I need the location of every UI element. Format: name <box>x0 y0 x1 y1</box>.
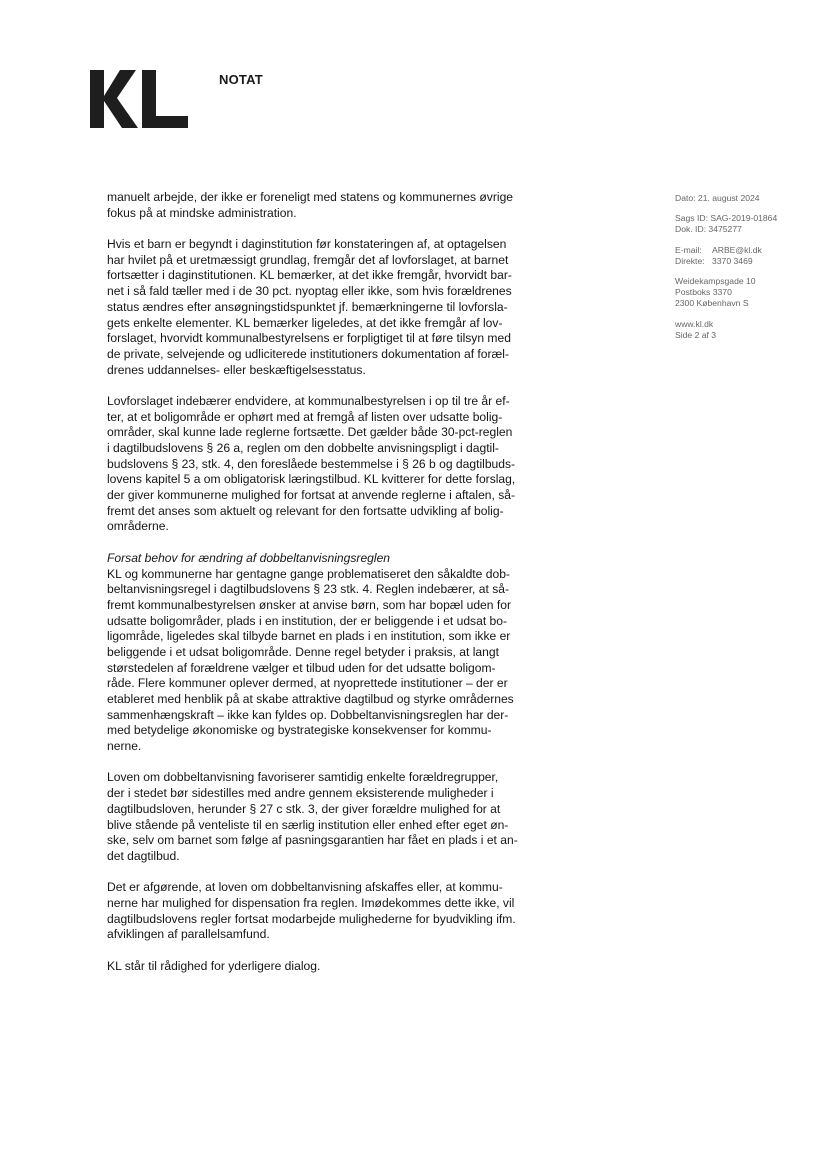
text-line: ter, at et boligområde er ophørt med at fremgå af listen over udsatte bolig- <box>107 409 503 424</box>
text-line: ligområde, ligeledes skal tilbyde barnet en plads i en institution, som ikke er <box>107 629 511 644</box>
text-line: det dagtilbud. <box>107 848 180 863</box>
logo-k-shape <box>90 70 138 128</box>
paragraph-3 <box>107 394 567 535</box>
web-group <box>675 319 815 341</box>
text-line: gets enkelte elementer. KL bemærker ligeledes, at det ikke fremgår af lov- <box>107 315 503 330</box>
address-line-3: 2300 København S <box>675 298 749 309</box>
text-line: Loven om dobbeltanvisning favoriserer samtidig enkelte forældregrupper, <box>107 770 499 785</box>
paragraph-1 <box>107 190 567 221</box>
text-line: lovens kapitel 5 a om obligatorisk læringstilbud. KL kvitterer for dette forslag, <box>107 472 516 487</box>
text-line: blive stående på venteliste til en særlig institution eller enhed efter eget øn- <box>107 817 509 832</box>
text-line: etableret med henblik på at skabe attraktive dagtilbud og styrke områdernes <box>107 692 514 706</box>
document-type-label: NOTAT <box>219 72 263 87</box>
text-line: de private, selvejende og udliciterede institutioners dokumentation af foræl- <box>107 346 510 361</box>
logo-l-shape <box>142 70 188 128</box>
paragraph-4 <box>107 551 567 755</box>
text-line: KL står til rådighed for yderligere dialog. <box>107 958 321 973</box>
text-line: størstedelen af forældrene vælger et tilbud uden for det udsatte boligom- <box>107 660 496 675</box>
page-number: Side 2 af 3 <box>675 329 717 340</box>
paragraph-5 <box>107 770 567 864</box>
text-line: forslaget, hvorvidt kommunalbestyrelsens er forpligtiget til at føre tilsyn med <box>107 331 511 346</box>
date-text: Dato: 21. august 2024 <box>675 193 760 203</box>
date-group <box>675 193 815 204</box>
text-line: fremt det anses som aktuelt og relevant for den fortsatte udvikling af bolig- <box>107 503 504 518</box>
text-line: Lovforslaget indebærer endvidere, at kommunalbestyrelsen i op til tre år ef- <box>107 393 510 408</box>
email-row <box>675 245 815 256</box>
text-line: ske, selv om barnet som følge af pasningsgarantien har fået en plads i et an- <box>107 833 518 848</box>
email-label: E-mail: <box>675 244 702 255</box>
text-line: drenes uddannelses- eller beskæftigelsesstatus. <box>107 362 366 377</box>
section-heading: Forsat behov for ændring af dobbeltanvisningsreglen <box>107 550 391 565</box>
document-metadata <box>675 193 815 350</box>
text-line: i dagtilbudslovens § 26 a, reglen om den dobbelte anvisningspligt i dagtil- <box>107 441 499 455</box>
text-line: nerne har mulighed for dispensation fra reglen. Imødekommes dette ikke, vil <box>107 895 515 910</box>
website-link[interactable]: www.kl.dk <box>675 318 714 329</box>
address-group <box>675 276 815 310</box>
paragraph-2 <box>107 237 567 378</box>
text-line: områderne. <box>107 519 169 534</box>
text-line: dagtilbudslovens regler fortsat modarbejde mulighederne for byudvikling ifm. <box>107 911 516 926</box>
case-id-text: Sags ID: SAG-2019-01864 <box>675 213 778 224</box>
text-line: områder, skal kunne lade reglerne fortsætte. Det gælder både 30-pct-reglen <box>107 425 513 440</box>
direct-phone: 3370 3469 <box>712 255 753 266</box>
text-line: KL og kommunerne har gentagne gange problematiseret den såkaldte dob- <box>107 566 510 581</box>
text-line: net i så fald tæller med i de 30 pct. nyoptag eller ikke, som hvis forældrenes <box>107 284 512 299</box>
text-line: status ændres efter ansøgningstidspunktet jf. bemærkningerne til lovforsla- <box>107 299 508 314</box>
text-line: nerne. <box>107 739 142 754</box>
email-link[interactable]: ARBE@kl.dk <box>712 244 762 255</box>
text-line: sammenhængskraft – ikke kan fyldes op. Dobbeltanvisningsreglen har der- <box>107 707 509 722</box>
direct-row <box>675 256 815 267</box>
text-line: beltanvisningsregel i dagtilbudslovens § 23 stk. 4. Reglen indebærer, at så- <box>107 582 510 597</box>
text-line: afviklingen af parallelsamfund. <box>107 927 270 942</box>
text-line: råde. Flere kommuner oplever dermed, at nyoprettede institutioner – der er <box>107 676 508 691</box>
text-line: Hvis et barn er begyndt i daginstitution før konstateringen af, at optagelsen <box>107 237 507 252</box>
text-line: Det er afgørende, at loven om dobbeltanvisning afskaffes eller, at kommu- <box>107 880 503 895</box>
address-line-2: Postboks 3370 <box>675 287 732 298</box>
text-line: der giver kommunerne mulighed for fortsat at anvende reglerne i aftalen, så- <box>107 488 516 503</box>
text-line: der i stedet bør sidestilles med andre gennem eksisterende muligheder i <box>107 786 494 801</box>
text-line: manuelt arbejde, der ikke er foreneligt med statens og kommunernes øvrige <box>107 190 514 204</box>
text-line: budslovens § 23, stk. 4, den foreslåede bestemmelse i § 26 b og dagtilbuds- <box>107 456 516 471</box>
contact-group <box>675 245 815 267</box>
doc-id-text: Dok. ID: 3475277 <box>675 224 742 235</box>
text-line: beliggende i et udsat boligområde. Denne regel betyder i praksis, at langt <box>107 644 499 659</box>
ids-group <box>675 213 815 235</box>
text-line: fremt kommunalbestyrelsen ønsker at anvise børn, som har bopæl uden for <box>107 597 511 612</box>
text-line: dagtilbudsloven, herunder § 27 c stk. 3, der giver forældre mulighed for at <box>107 801 501 816</box>
text-line: udsatte boligområder, plads i en institution, der er beliggende i et udsat bo- <box>107 613 508 628</box>
kl-logo <box>90 70 188 128</box>
document-body <box>107 190 567 990</box>
text-line: fokus på at mindske administration. <box>107 205 297 220</box>
text-line: fortsætter i daginstitutionen. KL bemærker, at det ikke fremgår, hvorvidt bar- <box>107 268 512 283</box>
paragraph-6 <box>107 880 567 943</box>
text-line: har hvilet på et uretmæssigt grundlag, fremgår det af lovforslaget, at barnet <box>107 252 509 267</box>
paragraph-7 <box>107 959 567 975</box>
address-line-1: Weidekampsgade 10 <box>675 276 756 287</box>
text-line: med betydelige økonomiske og bystrategiske konsekvenser for kommu- <box>107 723 492 738</box>
direct-label: Direkte: <box>675 255 705 266</box>
